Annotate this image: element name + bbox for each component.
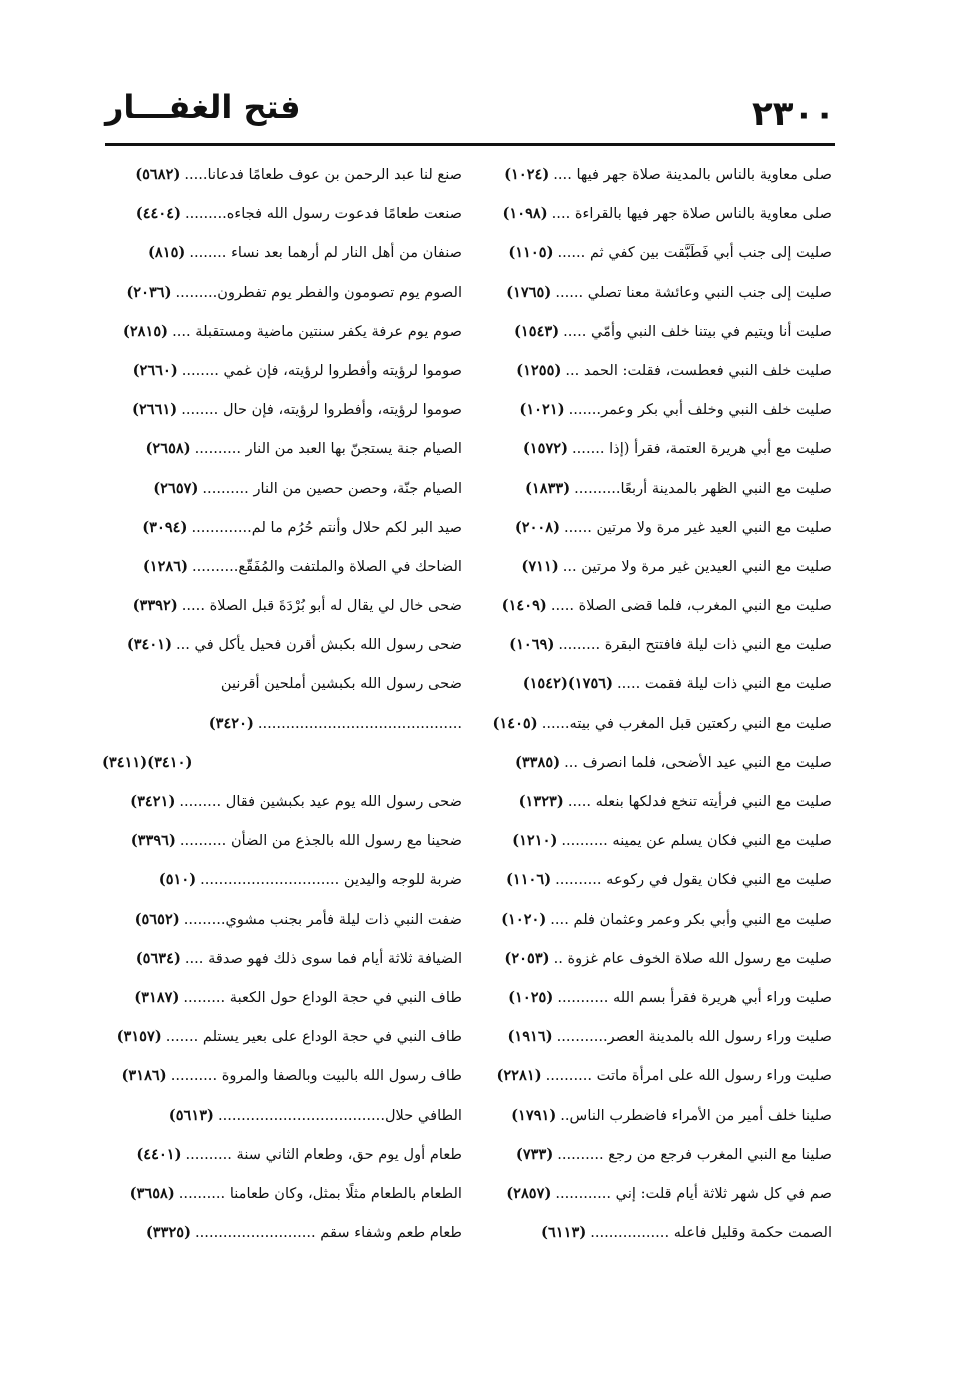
index-entry: [102, 1017, 462, 1056]
entry-text: صليت مع النبي العيد غير مرة ولا مرتين ......: [564, 518, 832, 536]
entry-text: ............................................: [257, 714, 462, 732]
index-entry: [102, 743, 462, 782]
index-entry: [472, 743, 832, 782]
entry-text: صليت مع أبي هريرة العتمة، فقرأ (إذا .......: [572, 440, 832, 458]
index-entry: [102, 508, 462, 547]
index-entry: [472, 194, 832, 233]
entry-text: الضاحك في الصلاة والملتفت والمُفَقّع..........: [192, 557, 462, 575]
page-number: ٢٣٠٠: [751, 94, 835, 134]
entry-text: صم في كل شهر ثلاثة أيام قلت: إني ............: [555, 1184, 832, 1202]
entry-reference-number: (١٠٢٥): [508, 988, 554, 1006]
index-entry: [472, 978, 832, 1017]
entry-text: صوموا لرؤيته، وأفطروا لرؤيته، فإن حال ........: [181, 401, 462, 419]
header-divider: [105, 143, 835, 146]
entry-reference-number: (١٠٢٠): [501, 910, 547, 928]
index-entry: [102, 978, 462, 1017]
entry-reference-number: (٧١١): [521, 557, 559, 575]
book-title: فتح الغفـــار: [105, 88, 301, 126]
entry-text: طعام أول يوم حق، وطعام الثاني سنة ..........: [185, 1145, 462, 1163]
entry-text: صليت مع النبي فكان يقول في ركوعه ..........: [555, 871, 832, 889]
entry-text: صلينا مع النبي المغرب فرجع من رجع ..........: [557, 1145, 832, 1163]
entry-text: الطافي حلال....................................: [217, 1106, 462, 1124]
entry-text: صوموا لرؤيته وأفطروا لرؤيته، فإن غمي ........: [181, 361, 462, 379]
entry-text: صلى معاوية بالناس صلاة جهر فيها بالقراءة ....: [551, 205, 832, 223]
index-entry: [472, 429, 832, 468]
entry-reference-number: (٤٤٠١): [136, 1145, 182, 1163]
entry-reference-number: (٢٦٦١): [132, 401, 178, 419]
index-entry: [472, 1017, 832, 1056]
entry-reference-number: (٥٦٨٢): [135, 166, 181, 183]
index-entry: [102, 1174, 462, 1213]
entry-text: الصيام جنة يستجنّ بها العبد من النار ..........: [194, 440, 462, 458]
index-entry: [472, 351, 832, 390]
index-entry: [102, 1056, 462, 1095]
entry-text: صليت وراء رسول الله بالمدينة العصر...........: [556, 1028, 832, 1046]
entry-text: ضحى رسول الله بكبشين أملحين أقرنين: [220, 675, 462, 693]
index-entry: [102, 664, 462, 703]
entry-reference-number: (١٧٦٥): [506, 283, 552, 301]
index-entry: [102, 821, 462, 860]
entry-text: الصوم يوم تصومون والفطر يوم تفطرون.........: [175, 283, 462, 301]
entry-text: صنعت طعامًا فدعوت رسول الله فجاءه.........: [184, 205, 462, 223]
entry-reference-number: (٨١٥): [147, 244, 186, 262]
entry-text: صليت مع النبي ذات ليلة فافتتح البقرة .........: [558, 636, 832, 654]
entry-text: صليت مع النبي ركعتين قبل المغرب في بيته......: [541, 714, 832, 732]
index-entry: [102, 351, 462, 390]
index-entry: [102, 782, 462, 821]
entry-reference-number: (٤٤٠٤): [135, 205, 181, 223]
entry-reference-number: (٢٦٥٨): [145, 440, 191, 458]
entry-reference-number: (١٢١٠): [512, 832, 558, 850]
entry-text: صليت إلى جنب النبي وعائشة معنا تصلي ......: [555, 283, 832, 301]
entry-text: ضربة للوجه واليدين ..............................: [200, 871, 462, 889]
entry-reference-number: (٣٠٩٤): [142, 518, 188, 536]
entry-reference-number: (٣٣٩٦): [130, 832, 176, 850]
index-entry: [102, 1096, 462, 1135]
index-entry: [472, 1056, 832, 1095]
entry-text: صنع لنا عبد الرحمن بن عوف طعامًا فدعانا.....: [184, 166, 462, 183]
entry-reference-number: (١٢٨٦): [142, 557, 189, 575]
entry-reference-number: (٣١٨٦): [121, 1067, 167, 1085]
entry-text: صليت مع النبي فكان يسلم عن يمينه ..........: [561, 832, 832, 850]
entry-reference-number: (٥١٠): [158, 871, 197, 889]
entry-text: صليت مع النبي الظهر بالمدينة أربعًا..........: [574, 479, 832, 497]
entry-reference-number: (١١٠٥): [508, 244, 554, 262]
index-entry: [102, 469, 462, 508]
entry-reference-number: (١١٠٦): [505, 871, 552, 889]
index-entry: [102, 312, 462, 351]
index-entry: [102, 273, 462, 312]
entry-text: ضحى رسول الله يوم عيد بكبشين فقال .........: [179, 793, 462, 810]
entry-reference-number: (١٠٢٤): [504, 166, 550, 183]
entry-reference-number: (١٩١٦): [507, 1028, 553, 1046]
entry-reference-number: (٢٠٣٦): [126, 283, 172, 301]
entry-reference-number: (١٥٤٢)(١٧٥٦): [522, 675, 614, 693]
entry-text: صليت مع النبي وأبي بكر وعمر وعثمان فلم ....: [550, 910, 832, 928]
entry-text: طاف النبي في حجة الوداع حول الكعبة .........: [183, 988, 462, 1006]
entry-reference-number: (٥٦١٣): [168, 1106, 214, 1124]
entry-text: ضحى رسول الله بكبش أقرن فحيل يأكل في ...: [175, 636, 462, 654]
entry-reference-number: (٢٦٦٠): [132, 361, 178, 379]
index-entry: [472, 469, 832, 508]
index-entry: [472, 155, 832, 194]
index-entry: [102, 586, 462, 625]
entry-reference-number: (٣٦٥٨): [129, 1184, 175, 1202]
entry-reference-number: (١٤٠٩): [501, 597, 547, 615]
entry-reference-number: (٥٦٥٢): [134, 910, 180, 928]
entry-text: طاف رسول الله بالبيت وبالصفا والمروة ..........: [170, 1067, 462, 1085]
entry-text: صليت مع النبي عيد الأضحى، فلما انصرف ...: [564, 753, 832, 771]
entry-text: صلى معاوية بالناس بالمدينة صلاة جهر فيها ....: [553, 166, 832, 183]
entry-text: ضحى خال لي يقال له أبو بُرْدَةَ قبل الصلاة .....: [181, 597, 462, 615]
entry-text: صليت مع رسول الله صلاة الخوف عام غزوة ..: [553, 949, 832, 967]
index-entry: [472, 1213, 832, 1252]
page-header: [105, 88, 835, 136]
index-entry: [102, 704, 462, 743]
entry-reference-number: (٣٤٠١): [126, 636, 172, 654]
entry-reference-number: (٢٢٨١): [496, 1067, 542, 1085]
entry-reference-number: (٦١١٣): [541, 1224, 587, 1242]
index-entry: [102, 194, 462, 233]
entry-text: صلينا خلف أمير من الأمراء فاضطرب الناس..: [560, 1106, 832, 1124]
entry-reference-number: (٣٣٩٢): [132, 597, 178, 615]
entry-reference-number: (١٣٢٣): [518, 793, 564, 810]
index-entry: [102, 547, 462, 586]
entry-reference-number: (٢٠٥٣): [504, 949, 550, 967]
entry-reference-number: (١٤٠٥): [492, 714, 538, 732]
entry-reference-number: (٧٣٣): [515, 1145, 554, 1163]
index-entry: [472, 1135, 832, 1174]
index-entry: [472, 547, 832, 586]
entry-reference-number: (١٢٥٥): [516, 361, 562, 379]
entry-text: الصيام جنّة، وحصن حصين من النار ..........: [202, 479, 462, 497]
index-column-right: [472, 155, 832, 1252]
index-entry: [472, 586, 832, 625]
index-entry: [102, 625, 462, 664]
index-entry: [472, 704, 832, 743]
entry-text: صليت مع النبي العيدين غير مرة ولا مرتين ...: [562, 557, 832, 575]
entry-text: صليت إلى جنب أبي فَطَبَّقت بين كفي ثم ......: [557, 244, 832, 262]
entry-text: الصمت حكمة وقليل فاعله .................: [590, 1224, 832, 1242]
entry-text: ضحينا مع رسول الله بالجذع من الضأن ..........: [179, 832, 462, 850]
entry-reference-number: (٢٨١٥): [122, 322, 169, 340]
entry-text: صوم يوم عرفة يكفر سنتين ماضية ومستقبلة ....: [172, 322, 462, 340]
index-entry: [102, 429, 462, 468]
entry-reference-number: (٢٦٥٧): [153, 479, 199, 497]
entry-reference-number: (١٥٧٢): [522, 440, 569, 458]
index-entry: [472, 233, 832, 272]
index-entry: [472, 1174, 832, 1213]
index-entry: [472, 312, 832, 351]
entry-reference-number: (٥٦٣٤): [135, 949, 181, 967]
index-entry: [472, 508, 832, 547]
entry-reference-number: (١٠٦٩): [509, 636, 555, 654]
index-entry: [472, 939, 832, 978]
entry-text: صليت وراء أبي هريرة فقرأ بسم الله ...........: [557, 988, 832, 1006]
index-entry: [102, 1213, 462, 1252]
index-entry: [102, 900, 462, 939]
entry-text: طعام طعم وشفاء سقم ..........................: [195, 1224, 462, 1242]
index-entry: [102, 860, 462, 899]
entry-text: صليت مع النبي ذات ليلة فقمت .....: [617, 675, 832, 693]
entry-text: صليت خلف النبي فعطست، فقلت: الحمد ...: [565, 361, 832, 379]
entry-reference-number: (٣٤٢٠): [208, 714, 254, 732]
entry-text: ضفت النبي ذات ليلة فأمر بجنب مشوي.........: [183, 910, 462, 928]
entry-text: الضيافة ثلاثة أيام فما سوى ذلك فهو صدقة ....: [184, 949, 462, 967]
entry-text: صليت مع النبي المغرب، فلما قضى الصلاة .....: [550, 597, 832, 615]
index-entry: [102, 390, 462, 429]
index-entry: [472, 821, 832, 860]
entry-text: صليت أنا ويتيم في بيتنا خلف النبي وأمّي .....: [563, 322, 832, 340]
entry-reference-number: (٣٣٢٥): [145, 1224, 192, 1242]
index-entry: [472, 1096, 832, 1135]
index-entry: [472, 860, 832, 899]
entry-text: طاف النبي في حجة الوداع على بعير يستلم .......: [165, 1028, 462, 1046]
index-entry: [472, 625, 832, 664]
entry-reference-number: (١٠٢١): [519, 401, 565, 419]
entry-reference-number: (٣١٥٧): [116, 1028, 162, 1046]
entry-text: صليت خلف النبي وخلف أبي بكر وعمر.......: [568, 401, 832, 419]
entry-reference-number: (٢٠٠٨): [514, 518, 561, 536]
index-entry: [102, 155, 462, 194]
entry-reference-number: (٣٤١١)(٣٤١٠): [102, 753, 193, 771]
entry-text: صيد البر لكم حلال وأنتم حُرُم ما لم.............: [191, 518, 462, 536]
index-entry: [102, 233, 462, 272]
entry-text: الطعام بالطعام مثلًا بمثل، وكان طعامنا ..........: [178, 1184, 462, 1202]
index-entry: [472, 664, 832, 703]
entry-text: صليت مع النبي فرأيته تنخع فدلكها بنعله .....: [567, 793, 832, 810]
index-entry: [102, 939, 462, 978]
entry-reference-number: (٣٣٨٥): [514, 753, 561, 771]
entry-reference-number: (٣٤٢١): [130, 793, 176, 810]
entry-reference-number: (٢٨٥٧): [506, 1184, 552, 1202]
entry-reference-number: (١٧٩١): [511, 1106, 557, 1124]
entry-reference-number: (١٨٣٣): [524, 479, 571, 497]
entry-reference-number: (١٠٩٨): [502, 205, 548, 223]
index-entry: [102, 1135, 462, 1174]
entry-reference-number: (٣١٨٧): [134, 988, 180, 1006]
index-column-left: [102, 155, 462, 1252]
entry-reference-number: (١٥٤٣): [513, 322, 560, 340]
index-entry: [472, 782, 832, 821]
entry-text: صليت وراء رسول الله على امرأة ماتت ..........: [545, 1067, 832, 1085]
index-entry: [472, 900, 832, 939]
index-entry: [472, 273, 832, 312]
entry-text: صنفان من أهل النار لم أرهما بعد نساء ........: [189, 244, 462, 262]
index-entry: [472, 390, 832, 429]
